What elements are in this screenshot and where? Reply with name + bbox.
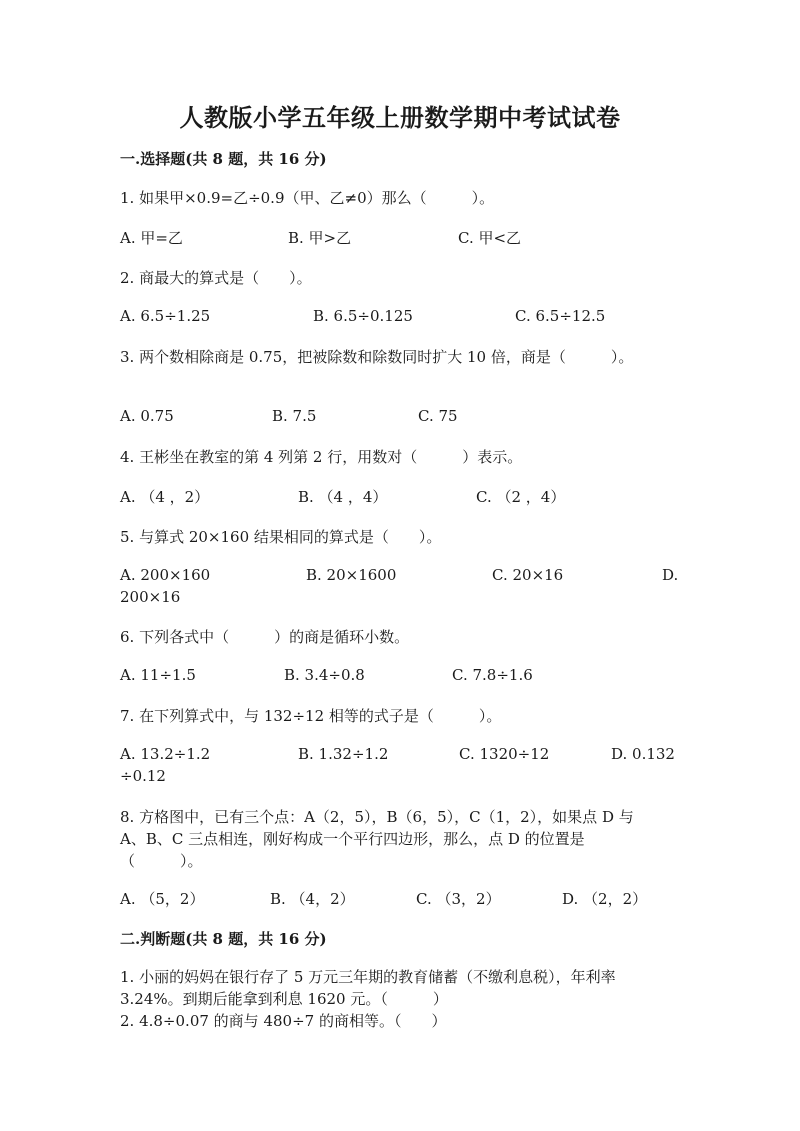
option-c[interactable]: C. 20×16	[492, 566, 564, 584]
option-b[interactable]: B. 1.32÷1.2	[298, 745, 389, 763]
option-c[interactable]: C. 7.8÷1.6	[452, 666, 533, 684]
option-c[interactable]: C. （3，2）	[416, 890, 501, 908]
question-7-options	[120, 745, 680, 785]
stem-line: 1. 小丽的妈妈在银行存了 5 万元三年期的教育储蓄（不缴利息税），年利率	[120, 968, 616, 986]
tf-question-1	[120, 966, 680, 1010]
option-b[interactable]: B. 6.5÷0.125	[313, 307, 413, 325]
question-3-options	[120, 407, 680, 429]
option-c[interactable]: C. 1320÷12	[459, 745, 550, 763]
question-1-stem: 1. 如果甲×0.9=乙÷0.9（甲、乙≠0）那么（ ）。	[120, 189, 495, 207]
option-c[interactable]: C. 6.5÷12.5	[515, 307, 606, 325]
option-d[interactable]: D. （2，2）	[562, 890, 648, 908]
question-8-options	[120, 888, 680, 910]
section-heading-multiple-choice: 一.选择题(共 8 题，共 16 分)	[120, 150, 327, 168]
option-c[interactable]: C. （2 ，4）	[476, 488, 566, 506]
tf-question-2: 2. 4.8÷0.07 的商与 480÷7 的商相等。（ ）	[120, 1012, 447, 1030]
question-5-options	[120, 566, 680, 606]
question-6-stem: 6. 下列各式中（ ）的商是循环小数。	[120, 628, 410, 646]
question-1-options	[120, 227, 680, 249]
question-4-stem: 4. 王彬坐在教室的第 4 列第 2 行，用数对（ ）表示。	[120, 448, 523, 466]
stem-line: 8. 方格图中，已有三个点：A（2，5），B（6，5），C（1，2），如果点 D 与	[120, 808, 634, 826]
option-a[interactable]: A. 200×160	[120, 566, 211, 584]
option-a[interactable]: A. （5，2）	[120, 890, 205, 908]
question-3-stem: 3. 两个数相除商是 0.75，把被除数和除数同时扩大 10 倍，商是（ ）。	[120, 348, 634, 366]
option-b[interactable]: B. 7.5	[272, 407, 317, 425]
option-a[interactable]: A. 甲=乙	[120, 229, 183, 247]
question-7-stem: 7. 在下列算式中，与 132÷12 相等的式子是（ ）。	[120, 707, 502, 725]
stem-line: 3.24%。到期后能拿到利息 1620 元。（ ）	[120, 990, 448, 1008]
option-b[interactable]: B. 20×1600	[306, 566, 397, 584]
question-8-stem	[120, 806, 680, 872]
option-b[interactable]: B. （4，2）	[270, 890, 355, 908]
option-a[interactable]: A. （4 ，2）	[120, 488, 210, 506]
question-4-options	[120, 486, 680, 508]
option-a[interactable]: A. 0.75	[120, 407, 174, 425]
option-b[interactable]: B. （4 ，4）	[298, 488, 388, 506]
option-c[interactable]: C. 75	[418, 407, 458, 425]
section-heading-true-false: 二.判断题(共 8 题，共 16 分)	[120, 930, 327, 948]
stem-line: A、B、C 三点相连，刚好构成一个平行四边形，那么，点 D 的位置是	[120, 830, 585, 848]
option-d[interactable]: D. 0.132	[611, 745, 675, 763]
option-d[interactable]: D.	[662, 566, 679, 584]
option-c[interactable]: C. 甲<乙	[458, 229, 522, 247]
option-b[interactable]: B. 3.4÷0.8	[284, 666, 365, 684]
option-d-continued: 200×16	[120, 588, 181, 606]
option-d-continued: ÷0.12	[120, 767, 166, 785]
stem-line: （ ）。	[120, 852, 203, 870]
question-6-options	[120, 666, 680, 688]
question-2-options	[120, 307, 680, 329]
option-a[interactable]: A. 11÷1.5	[120, 666, 196, 684]
question-2-stem: 2. 商最大的算式是（ ）。	[120, 269, 312, 287]
option-b[interactable]: B. 甲>乙	[288, 229, 352, 247]
exam-title: 人教版小学五年级上册数学期中考试试卷	[179, 103, 621, 132]
question-5-stem: 5. 与算式 20×160 结果相同的算式是（ ）。	[120, 528, 442, 546]
option-a[interactable]: A. 6.5÷1.25	[120, 307, 211, 325]
option-a[interactable]: A. 13.2÷1.2	[120, 745, 211, 763]
